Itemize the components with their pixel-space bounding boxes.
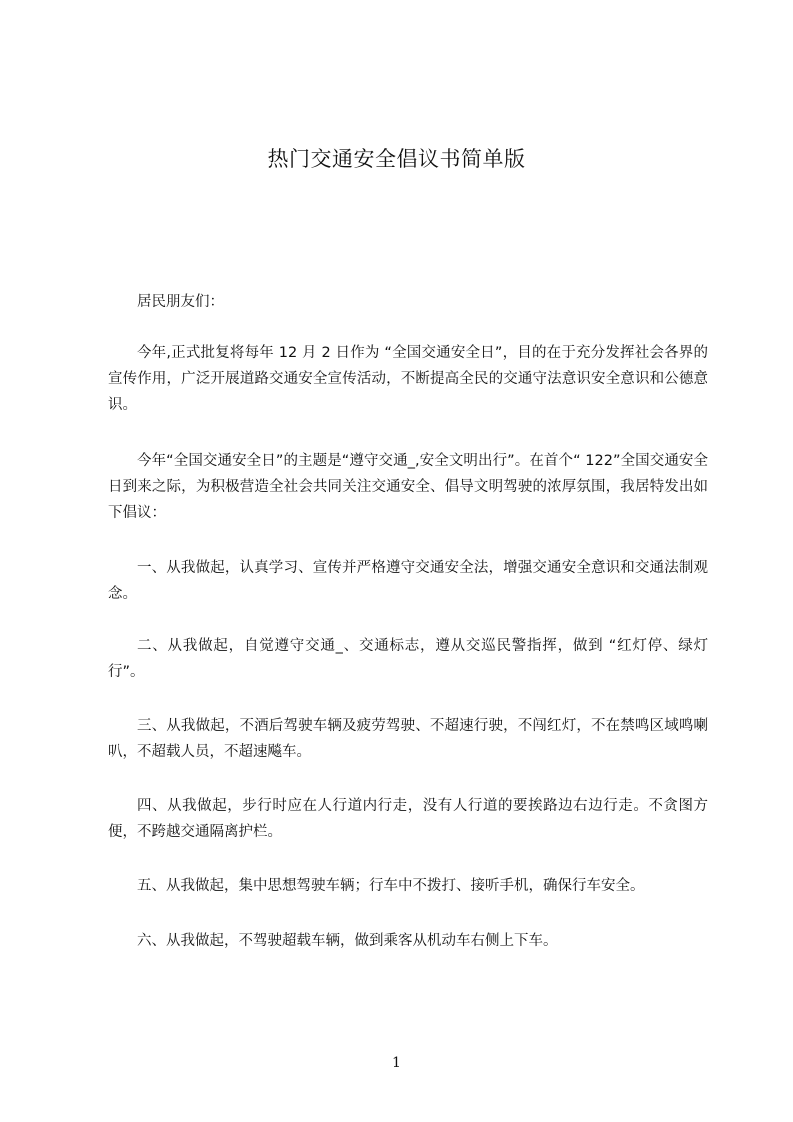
paragraph-intro: 今年,正式批复将每年 12 月 2 日作为 “全国交通安全日”，目的在于充分发挥社会各界的宣传作用，广泛开展道路交通安全宣传活动，不断提高全民的交通守法意识安全意识和公德意识。 bbox=[108, 345, 708, 413]
proposal-item-5: 五、从我做起，集中思想驾驶车辆；行车中不拨打、接听手机，确保行车安全。 bbox=[137, 878, 645, 894]
proposal-item-3: 三、从我做起，不酒后驾驶车辆及疲劳驾驶、不超速行驶，不闯红灯，不在禁鸣区域鸣喇叭，不超载人员，不超速飚车。 bbox=[108, 718, 708, 760]
salutation: 居民朋友们： bbox=[137, 294, 224, 310]
page-number: 1 bbox=[392, 1055, 401, 1071]
proposal-item-2: 二、从我做起，自觉遵守交通_、交通标志，遵从交巡民警指挥，做到 “红灯停、绿灯行”。 bbox=[108, 638, 708, 680]
proposal-item-6: 六、从我做起，不驾驶超载车辆，做到乘客从机动车右侧上下车。 bbox=[137, 933, 558, 949]
proposal-item-4: 四、从我做起，步行时应在人行道内行走，没有人行道的要挨路边右边行走。不贪图方便，不跨越交通隔离护栏。 bbox=[108, 798, 708, 840]
document-title: 热门交通安全倡议书简单版 bbox=[267, 147, 526, 171]
paragraph-theme: 今年“全国交通安全日”的主题是“遵守交通_,安全文明出行”。在首个“ 122”全国交通安全日到来之际，为积极营造全社会共同关注交通安全、倡导文明驾驶的浓厚氛围，我居特发出如下倡议： bbox=[108, 453, 708, 521]
proposal-item-1: 一、从我做起，认真学习、宣传并严格遵守交通安全法，增强交通安全意识和交通法制观念。 bbox=[108, 560, 708, 602]
